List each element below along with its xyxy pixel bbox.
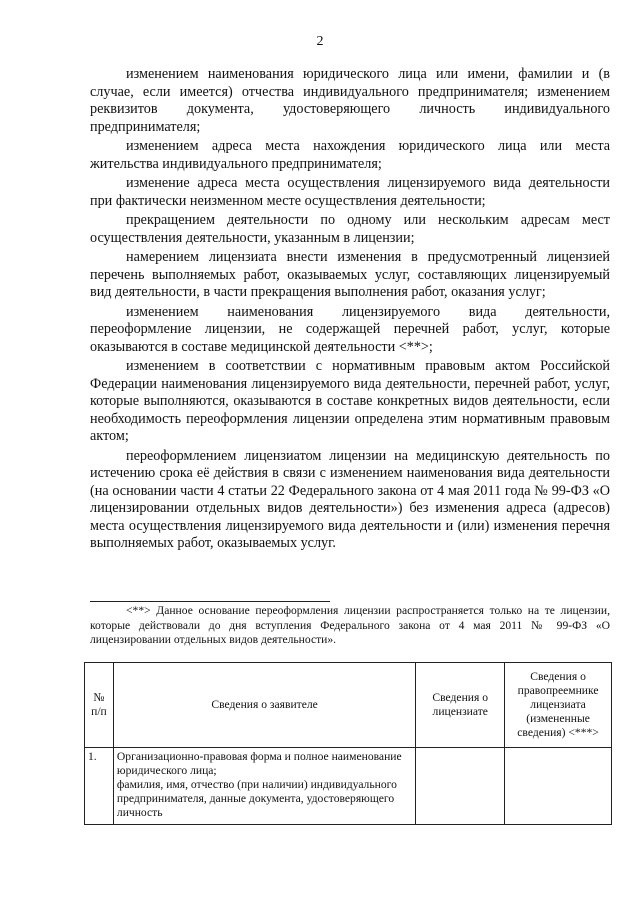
footnote-separator [90,601,330,602]
header-licensee: Сведения о лицензиате [416,663,505,748]
paragraph: изменением адреса места нахождения юридического лица или места жительства индивидуального предпринимателя; [90,138,610,172]
cell-applicant-line: фамилия, имя, отчество (при наличии) индивидуального предпринимателя, данные документа, удостоверяющего личность [116,778,397,819]
cell-applicant-line: Организационно-правовая форма и полное наименование юридического лица; [116,750,402,777]
applicant-info-table [84,662,612,825]
cell-licensee [416,748,505,825]
table-row [85,748,612,825]
paragraph: намерением лицензиата внести изменения в предусмотренный лицензией перечень выполняемых работ, оказываемых услуг, составляющих лицензируемый вид деятельности, в части прекращения выполнения работ, оказания услуг; [90,249,610,300]
page-number: 2 [316,34,324,49]
paragraph: изменением в соответствии с нормативным правовым актом Российской Федерации наименования лицензируемого вида деятельности, перечней работ, услуг, которые выполняются, оказываются в составе конкретных видов деятельности, если необходимость переоформления лицензии определена этим нормативным правовым актом; [90,358,610,444]
paragraph: изменение адреса места осуществления лицензируемого вида деятельности при фактически неизменном месте осуществления деятельности; [90,175,610,209]
paragraph: переоформлением лицензиатом лицензии на медицинскую деятельность по истечению срока её действия в связи с изменением наименования вида деятельности (на основании части 4 статьи 22 Федерального закона от 4 мая 2011 года № 99-ФЗ «О лицензировании отдельных видов деятельности») без изменения адреса (адресов) места осуществления лицензируемого вида деятельности и (или) изменения перечня выполняемых работ, оказываемых услуг. [90,447,610,551]
main-text [90,66,610,555]
header-applicant: Сведения о заявителе [113,663,415,748]
footnote-text: <**> Данное основание переоформления лицензии распространяется только на те лицензии, которые действовали до дня вступления Федерального закона от 4 мая 2011 № 99-ФЗ «О лицензировании отдельных видов деятельности». [90,604,610,646]
paragraph: изменением наименования юридического лица или имени, фамилии и (в случае, если имеется) отчества индивидуального предпринимателя; изменением реквизитов документа, удостоверяющего личность индивидуального предпринимателя; [90,66,610,135]
cell-successor [505,748,612,825]
cell-applicant [113,748,415,825]
table-header-row [85,663,612,748]
footnote [90,604,610,648]
header-number: № п/п [85,663,114,748]
paragraph: прекращением деятельности по одному или нескольким адресам мест осуществления деятельности, указанным в лицензии; [90,212,610,246]
header-successor: Сведения о правопреемнике лицензиата (измененные сведения) <***> [505,663,612,748]
paragraph: изменением наименования лицензируемого вида деятельности, переоформление лицензии, не содержащей перечней работ, услуг, которые оказываются в составе медицинской деятельности <**>; [90,303,610,355]
cell-number: 1. [85,748,114,825]
